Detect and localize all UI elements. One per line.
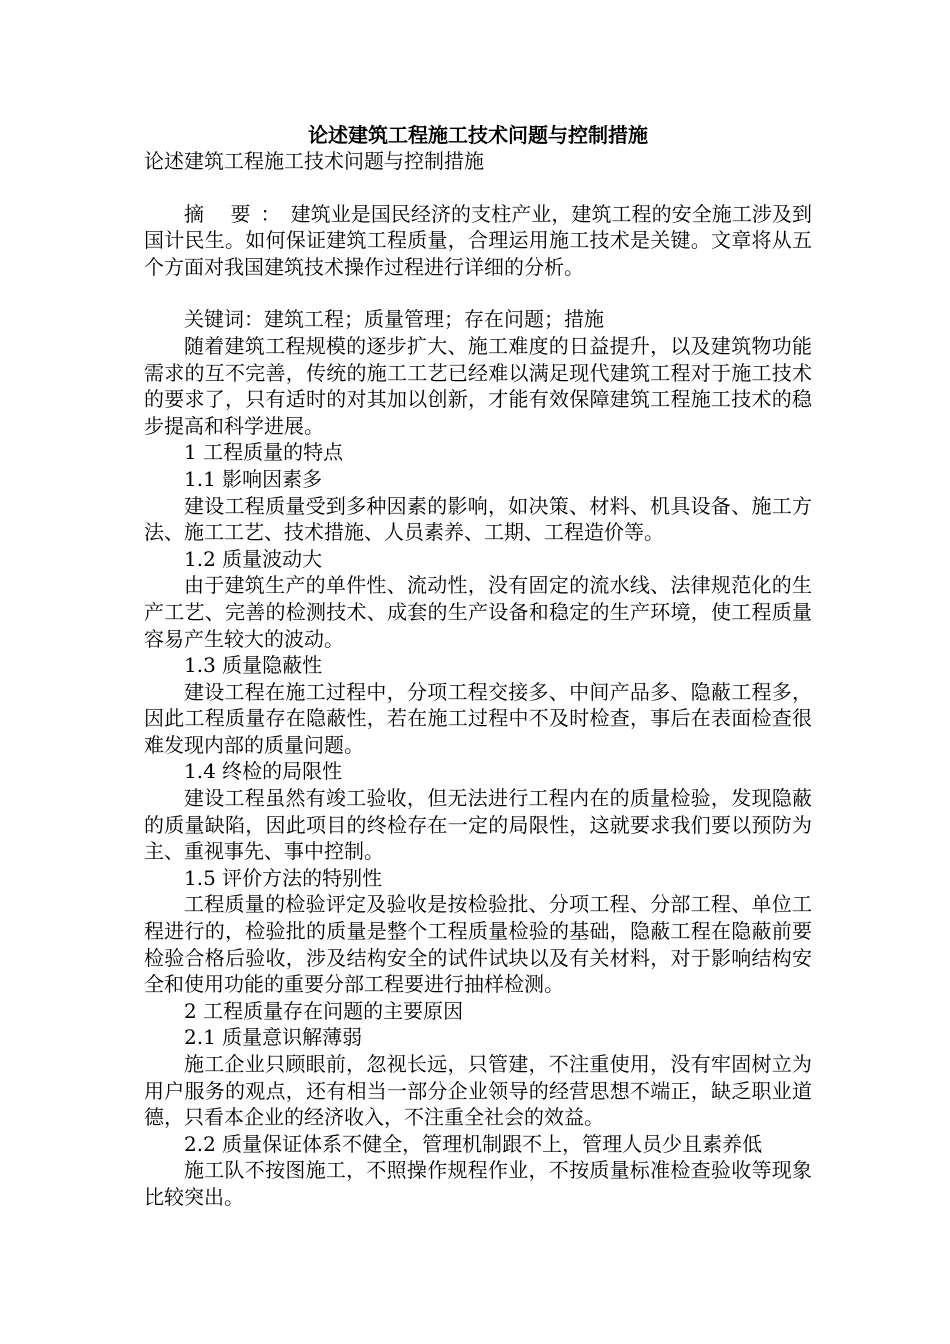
abstract-label: 摘 要： (184, 201, 291, 226)
paragraph-2-1: 施工企业只顾眼前，忽视长远，只管建，不注重使用，没有牢固树立为用户服务的观点，还有相当一部分企业领导的经营思想不端正，缺乏职业道德，只看本企业的经济收入，不注重全社会的效益。 (144, 1052, 812, 1130)
subsection-heading-1-2: 1.2 质量波动大 (184, 546, 323, 571)
subsection-heading-1-3: 1.3 质量隐蔽性 (184, 653, 323, 678)
spacer (144, 175, 812, 201)
section-heading-2: 2 工程质量存在问题的主要原因 (184, 998, 464, 1023)
subsection-heading-1-1: 1.1 影响因素多 (184, 466, 323, 491)
subsection-heading-1-4: 1.4 终检的局限性 (184, 759, 343, 784)
paragraph-1-2: 由于建筑生产的单件性、流动性，没有固定的流水线、法律规范化的生产工艺、完善的检测技术、成套的生产设备和稳定的生产环境，使工程质量容易产生较大的波动。 (144, 573, 812, 651)
paragraph-2-2: 施工队不按图施工，不照操作规程作业，不按质量标准检查验收等现象比较突出。 (144, 1158, 812, 1209)
paragraph-1-4: 建设工程虽然有竣工验收，但无法进行工程内在的质量检验，发现隐蔽的质量缺陷，因此项目的终检存在一定的局限性，这就要求我们要以预防为主、重视事先、事中控制。 (144, 786, 812, 864)
spacer (144, 280, 812, 306)
keywords-line: 关键词：建筑工程；质量管理；存在问题；措施 (184, 307, 604, 332)
abstract-paragraph (144, 201, 812, 281)
subsection-heading-1-5: 1.5 评价方法的特别性 (184, 865, 383, 890)
paragraph-1-3: 建设工程在施工过程中，分项工程交接多、中间产品多、隐蔽工程多，因此工程质量存在隐蔽性，若在施工过程中不及时检查，事后在表面检查很难发现内部的质量问题。 (144, 679, 812, 757)
intro-paragraph: 随着建筑工程规模的逐步扩大、施工难度的日益提升，以及建筑物功能需求的互不完善，传统的施工工艺已经难以满足现代建筑工程对于施工技术的要求了，只有适时的对其加以创新，才能有效保障建筑工程施工技术的稳步提高和科学进展。 (144, 333, 812, 438)
section-heading-1: 1 工程质量的特点 (184, 440, 344, 465)
subsection-heading-2-1: 2.1 质量意识解薄弱 (184, 1025, 363, 1050)
paragraph-1-1: 建设工程质量受到多种因素的影响，如决策、材料、机具设备、施工方法、施工工艺、技术措施、人员素养、工期、工程造价等。 (144, 493, 812, 545)
document-title: 论述建筑工程施工技术问题与控制措施 (308, 123, 648, 147)
abstract-text: 建筑业是国民经济的支柱产业，建筑工程的安全施工涉及到国计民生。如何保证建筑工程质量，合理运用施工技术是关键。文章将从五个方面对我国建筑技术操作过程进行详细的分析。 (144, 201, 813, 279)
document-subtitle: 论述建筑工程施工技术问题与控制措施 (144, 149, 484, 173)
subsection-heading-2-2: 2.2 质量保证体系不健全，管理机制跟不上，管理人员少且素养低 (184, 1131, 763, 1156)
paragraph-1-5: 工程质量的检验评定及验收是按检验批、分项工程、分部工程、单位工程进行的，检验批的质量是整个工程质量检验的基础，隐蔽工程在隐蔽前要检验合格后验收，涉及结构安全的试件试块以及有关材料，对于影响结构安全和使用功能的重要分部工程要进行抽样检测。 (144, 892, 812, 997)
document-body (144, 122, 812, 1211)
